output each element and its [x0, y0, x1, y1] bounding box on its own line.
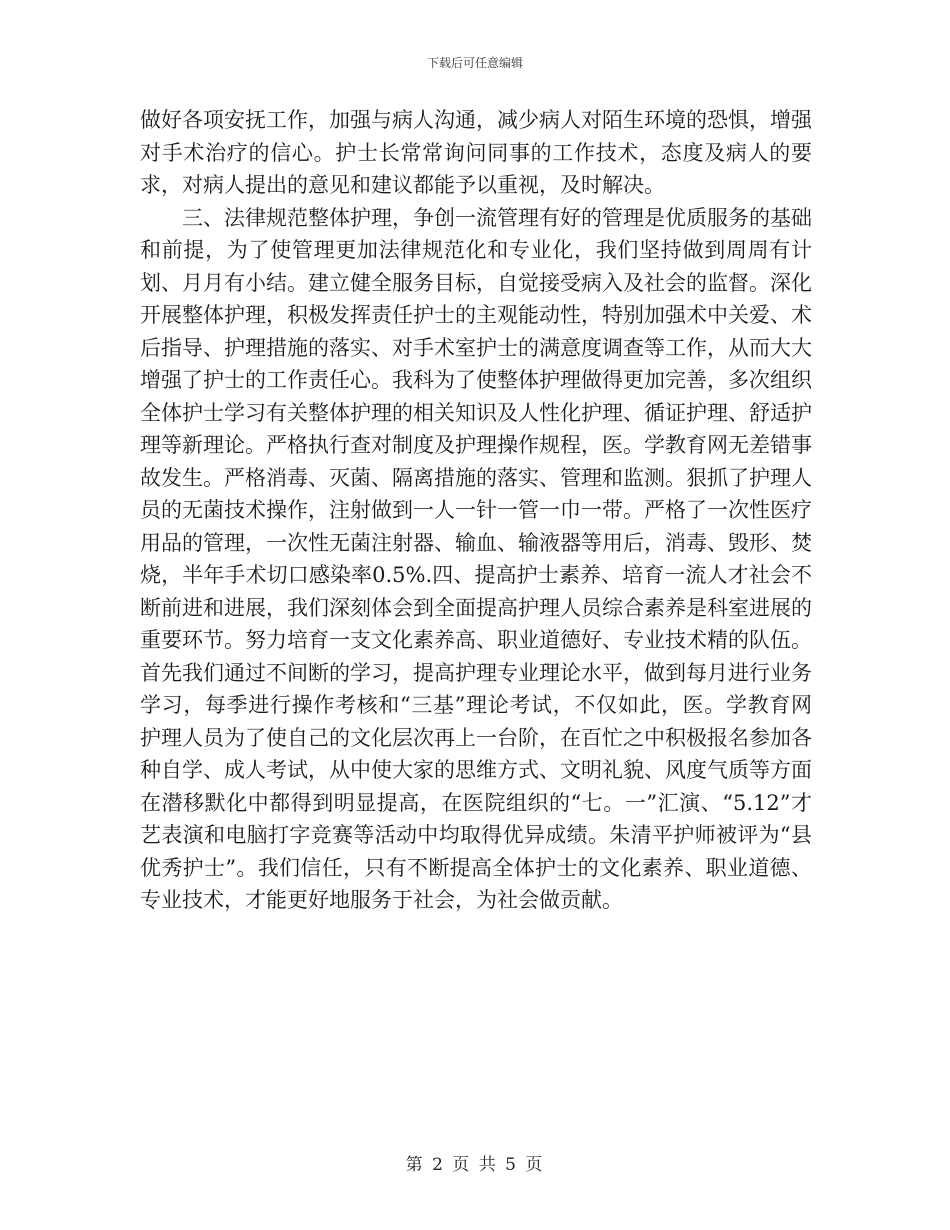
document-body [140, 104, 812, 917]
body-paragraph-1: 做好各项安抚工作，加强与病人沟通，减少病人对陌生环境的恐惧，增强对手术治疗的信心。护士长常常询问同事的工作技术，态度及病人的要求，对病人提出的意见和建议都能予以重视，及时解决。 [140, 108, 812, 197]
body-paragraph-2: 三、法律规范整体护理，争创一流管理有好的管理是优质服务的基础和前提，为了使管理更加法律规范化和专业化，我们坚持做到周周有计划、月月有小结。建立健全服务目标，自觉接受病入及社会的监督。深化开展整体护理，积极发挥责任护士的主观能动性，特别加强术中关爱、术后指导、护理措施的落实、对手术室护士的满意度调查等工作，从而大大增强了护士的工作责任心。我科为了使整体护理做得更加完善，多次组织全体护士学习有关整体护理的相关知识及人性化护理、循证护理、舒适护理等新理论。严格执行查对制度及护理操作规程，医。学教育网无差错事故发生。严格消毒、灭菌、隔离措施的落实、管理和监测。狠抓了护理人员的无菌技术操作，注射做到一人一针一管一巾一带。严格了一次性医疗用品的管理，一次性无菌注射器、输血、输液器等用后，消毒、毁形、焚烧，半年手术切口感染率0.5%.四、提高护士素养、培育一流人才社会不断前进和进展，我们深刻体会到全面提高护理人员综合素养是科室进展的重要环节。努力培育一支文化素养高、职业道德好、专业技术精的队伍。首先我们通过不间断的学习，提高护理专业理论水平，做到每月进行业务学习，每季进行操作考核和“三基”理论考试，不仅如此，医。学教育网护理人员为了使自己的文化层次再上一台阶，在百忙之中积极报名参加各种自学、成人考试，从中使大家的思维方式、文明礼貌、风度气质等方面在潜移默化中都得到明显提高，在医院组织的“七。一”汇演、“5.12”才艺表演和电脑打字竞赛等活动中均取得优异成绩。朱清平护师被评为“县优秀护士”。我们信任，只有不断提高全体护士的文化素养、职业道德、专业技术，才能更好地服务于社会，为社会做贡献。 [140, 205, 812, 912]
page-header: 下载后可任意编辑 [426, 56, 523, 70]
page-number-footer: 第 2 页 共 5 页 [405, 1155, 545, 1175]
